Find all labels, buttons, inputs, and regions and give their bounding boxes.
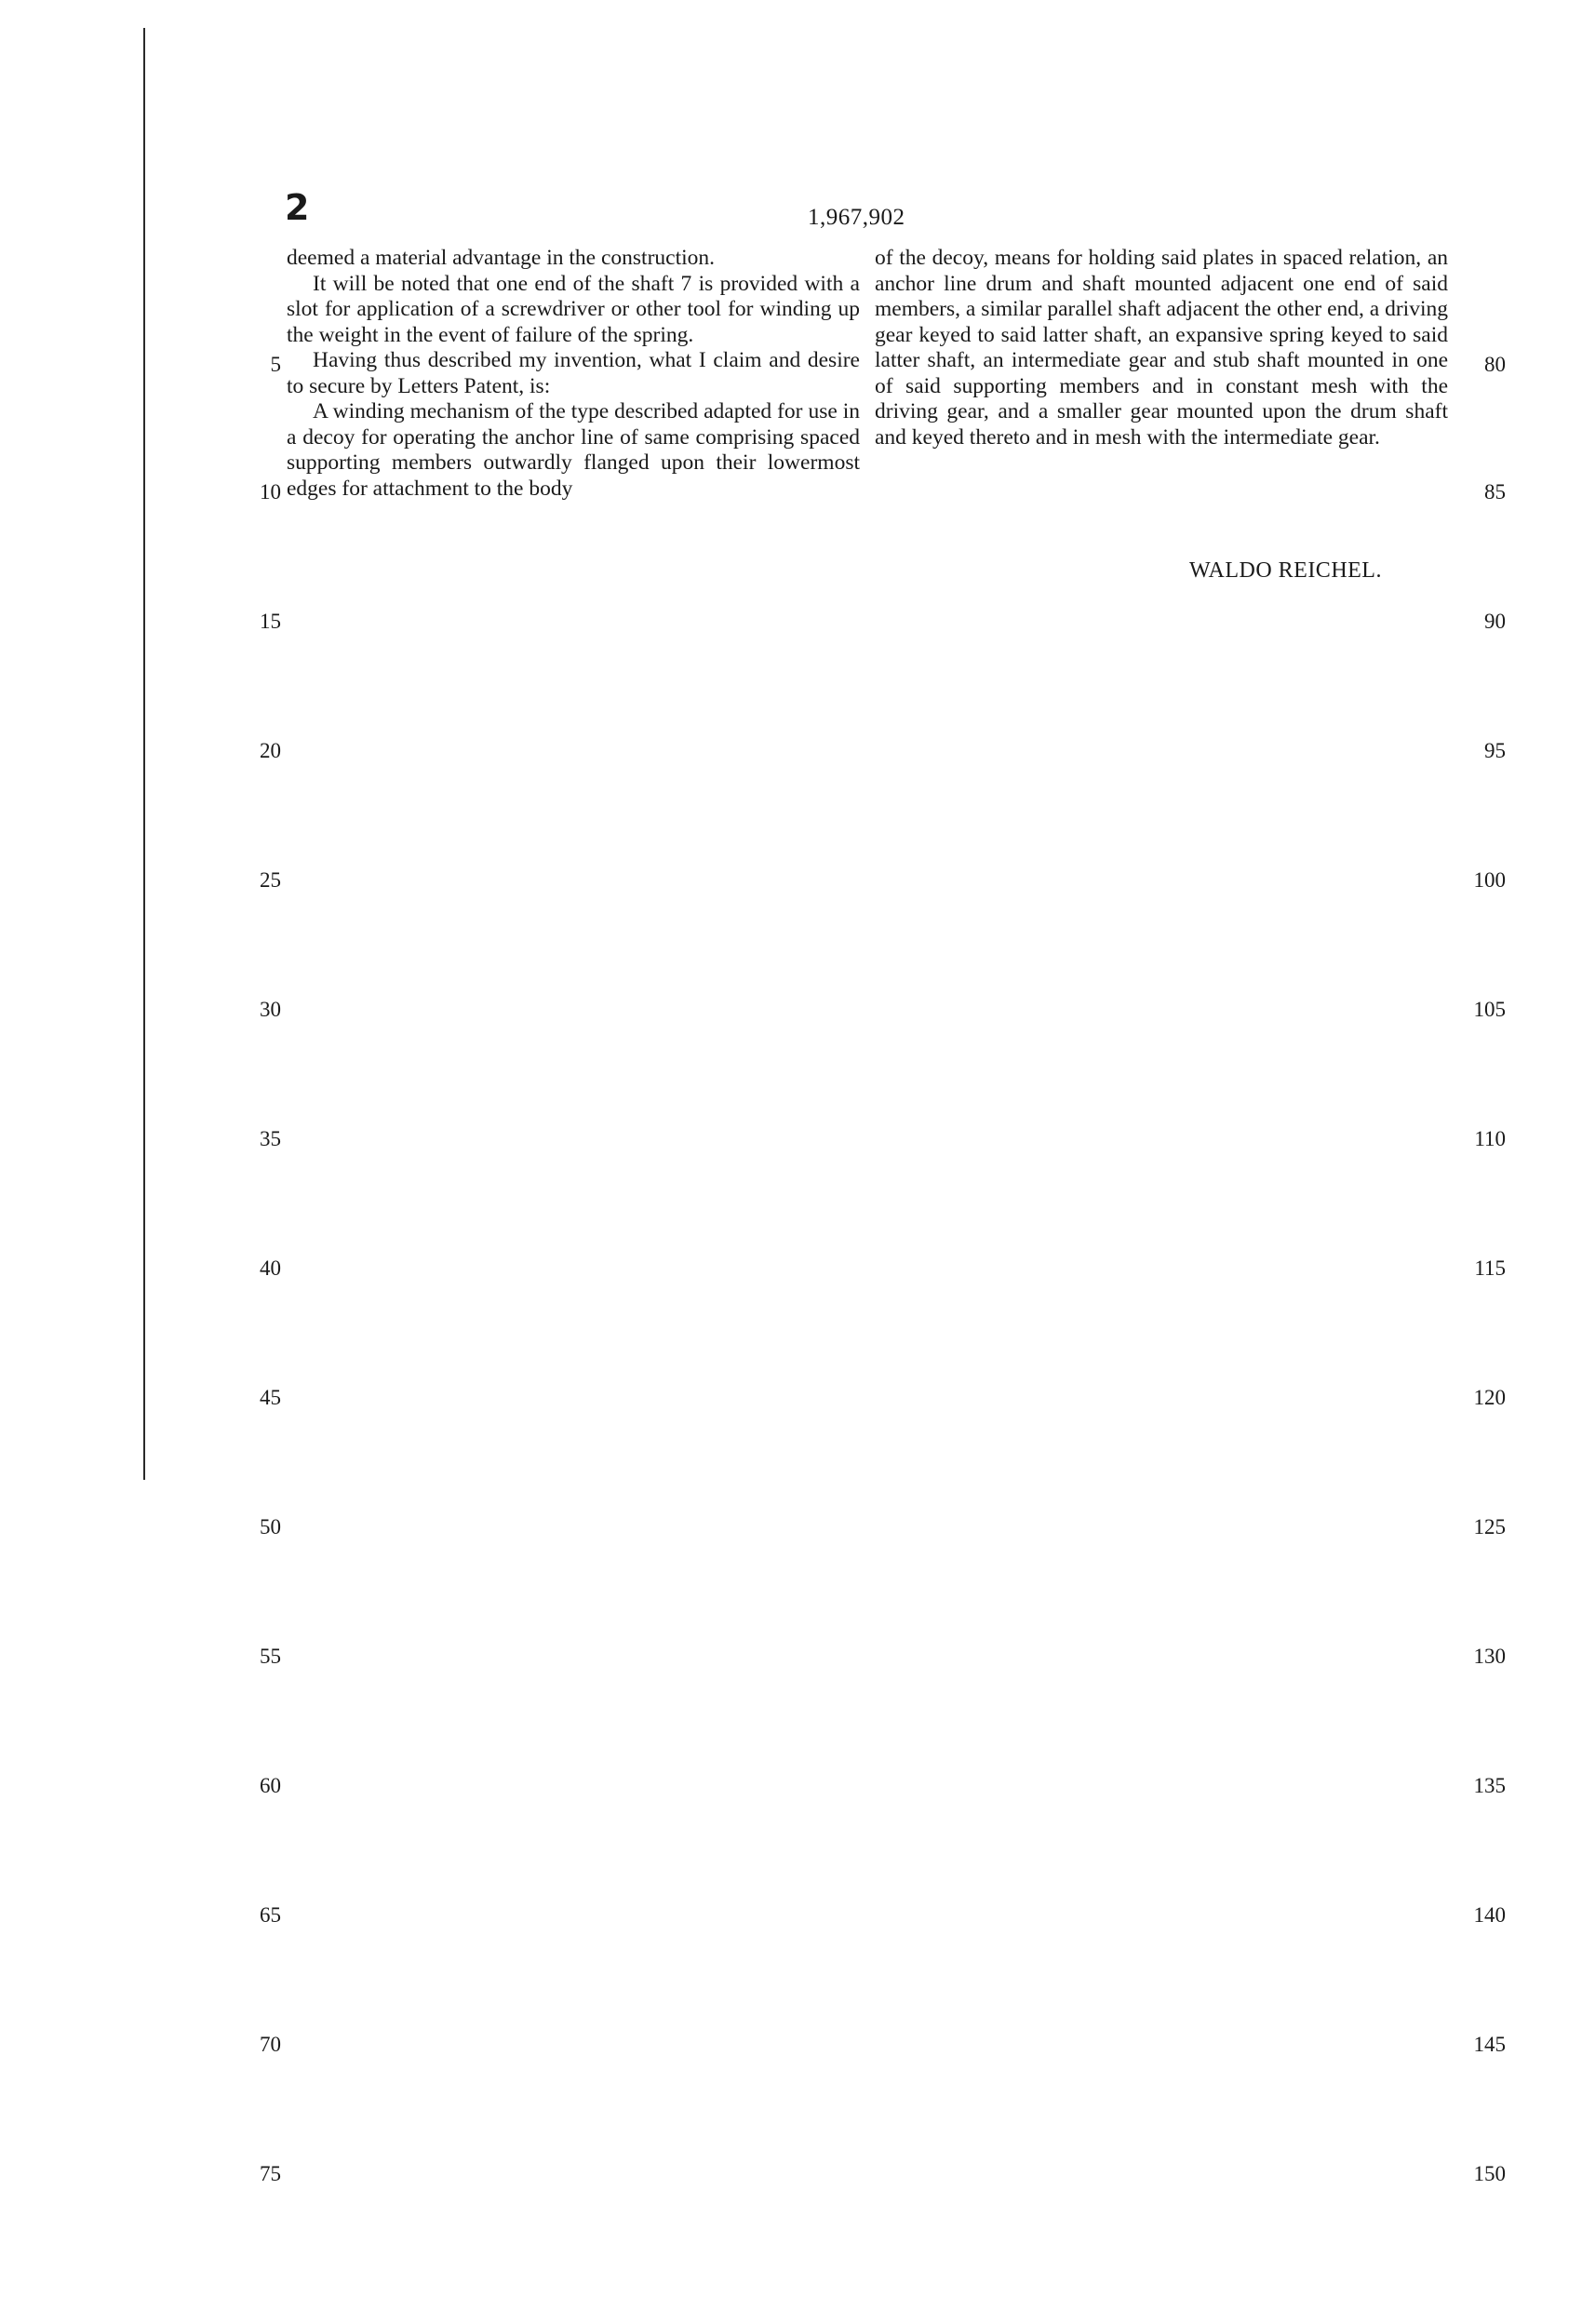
line-number-right: 145: [1473, 2033, 1506, 2056]
line-number-right: 95: [1484, 739, 1506, 762]
line-number-left: 50: [260, 1515, 281, 1538]
line-number-left: 10: [260, 480, 281, 504]
line-number-right: 110: [1474, 1127, 1506, 1150]
line-number-left: 20: [260, 739, 281, 762]
line-number-left: 55: [260, 1645, 281, 1668]
line-number-right: 115: [1474, 1256, 1506, 1280]
line-number-right: 100: [1473, 868, 1506, 892]
left-text-column: [287, 246, 860, 502]
right-text-column: [875, 246, 1448, 450]
line-number-left: 60: [260, 1774, 281, 1797]
paragraph: deemed a material advantage in the construction.: [287, 246, 716, 270]
line-number-right: 130: [1473, 1645, 1506, 1668]
line-number-right: 85: [1484, 480, 1506, 504]
paragraph: Having thus described my invention, what I claim and desire to secure by Letters Patent, is:: [287, 348, 860, 398]
page-edge-rule: [143, 28, 145, 1480]
patent-number: 1,967,902: [808, 205, 905, 230]
inventor-signature: WALDO REICHEL.: [1189, 558, 1382, 583]
line-number-left: 15: [260, 610, 281, 633]
claim-paragraph: A winding mechanism of the type described adapted for use in a decoy for operating the anchor line of same comprising spaced supporting members outwardly flanged upon their lowermost edges for attachment to the body: [287, 399, 860, 501]
line-number-right: 90: [1484, 610, 1506, 633]
line-number-left: 5: [270, 353, 281, 376]
line-number-left: 65: [260, 1903, 281, 1927]
claim-paragraph-continued: of the decoy, means for holding said plates in spaced relation, an anchor line drum and shaft mounted adjacent one end of said members, a similar parallel shaft adjacent the other end, a driving gear keyed to said latter shaft, an expansive spring keyed to said latter shaft, an intermediate gear and stub shaft mounted in one of said supporting members and in constant mesh with the driving gear, and a smaller gear mounted upon the drum shaft and keyed thereto and in mesh with the intermediate gear.: [875, 246, 1448, 450]
line-number-left: 70: [260, 2033, 281, 2056]
line-number-right: 135: [1473, 1774, 1506, 1797]
line-number-right: 120: [1473, 1386, 1506, 1409]
line-number-right: 80: [1484, 353, 1506, 376]
page-number: 2: [285, 187, 310, 228]
line-number-left: 45: [260, 1386, 281, 1409]
line-number-left: 30: [260, 998, 281, 1021]
paragraph: It will be noted that one end of the shaft 7 is provided with a slot for application of a screwdriver or other tool for winding up the weight in the event of failure of the spring.: [287, 271, 860, 347]
line-number-left: 40: [260, 1256, 281, 1280]
line-number-left: 25: [260, 868, 281, 892]
line-number-right: 140: [1473, 1903, 1506, 1927]
line-number-right: 125: [1473, 1515, 1506, 1538]
line-number-left: 35: [260, 1127, 281, 1150]
line-number-right: 105: [1473, 998, 1506, 1021]
line-number-left: 75: [260, 2162, 281, 2185]
line-number-right: 150: [1473, 2162, 1506, 2185]
